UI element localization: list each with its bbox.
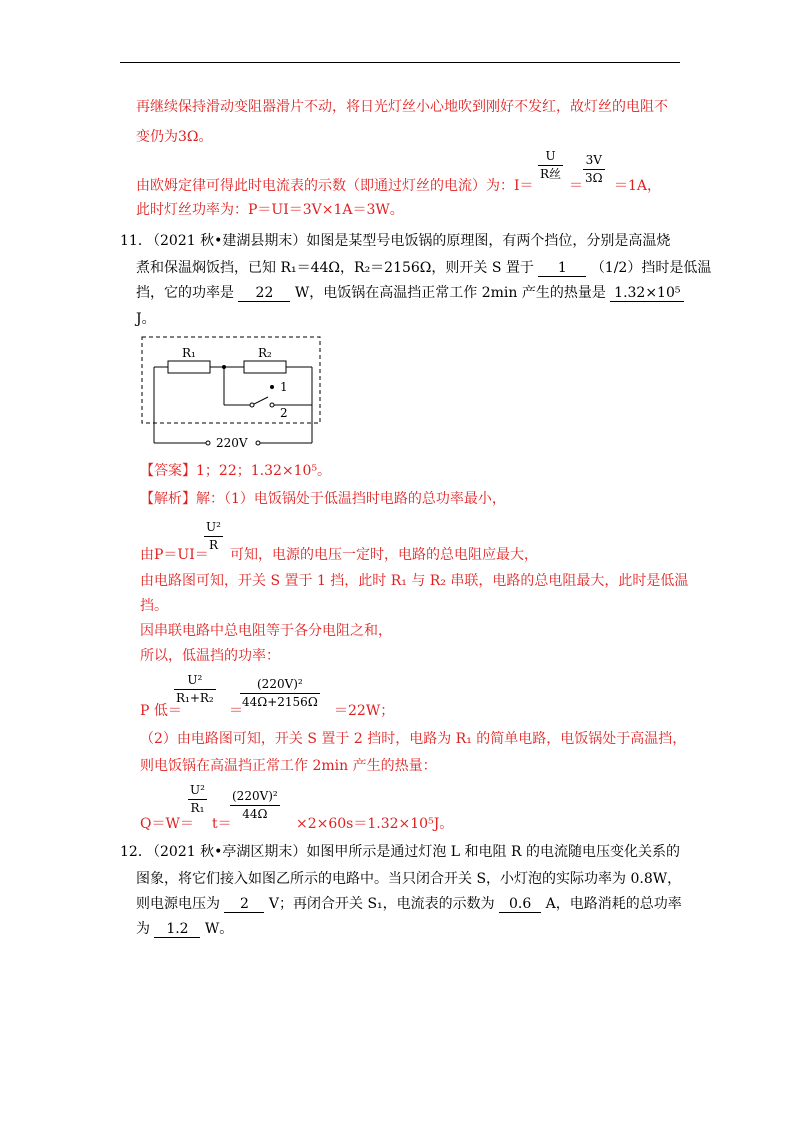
fraction-220v2-over-44 [230,788,280,823]
fraction-denominator: R₁ [190,801,205,815]
q11-line2-tail: （1/2）挡时是低温 [590,260,712,276]
fraction-denominator: R₁+R₂ [176,691,214,705]
analysis-line7a: P 低＝ [140,703,182,719]
q12-line4-tail: W。 [204,921,234,937]
fraction-u2-over-r1r2 [174,672,216,707]
p1-line2: 变仍为3Ω。 [136,129,213,145]
fraction-numerator: U² [174,672,216,690]
fraction-numerator: U [538,148,563,166]
q11-line2-text: 煮和保温焖饭挡，已知 R₁＝44Ω，R₂＝2156Ω，则开关 S 置于 [136,260,534,276]
analysis-line10a: Q＝W＝ [140,816,194,832]
fraction-u2-over-r1 [188,782,207,817]
analysis-text: 解：（1）电饭锅处于低温挡时电路的总功率最小， [196,491,506,507]
answer-blank: 1 [538,260,586,277]
analysis-line1 [140,490,506,508]
contact-2 [270,403,274,407]
terminal [206,441,210,445]
answer-blank: 1.32×10⁵ [610,285,684,302]
fraction-denominator: R丝 [540,167,562,181]
fraction-denominator: 44Ω+2156Ω [242,695,318,709]
q11-line3 [136,284,684,302]
answer-line: 【答案】1；22；1.32×10⁵。 [140,463,332,479]
contact-1 [270,385,274,389]
question-number: 11． [120,233,152,249]
q12-line4-text: 为 [136,921,150,937]
dashed-enclosure [142,337,320,423]
analysis-line10t: t＝ [212,816,232,832]
equals-sign: ＝ [229,703,243,719]
analysis-line10b: ×2×60s＝1.32×10⁵J。 [296,816,454,832]
resistor-r2 [244,361,286,373]
equals-sign: ＝ [569,178,583,194]
fraction-denominator: R [208,538,218,552]
analysis-head: 【解析】 [140,491,196,507]
analysis-line2a: 由P＝UI＝ [140,547,209,563]
analysis-line5: 因串联电路中总电阻等于各分电阻之和， [140,623,392,639]
label-voltage: 220V [216,436,248,450]
analysis-line2b: 可知，电源的电压一定时，电路的总电阻应最大， [230,547,538,563]
p1-line3a: 由欧姆定律可得此时电流表的示数（即通过灯丝的电流）为：I＝ [136,178,534,194]
analysis-line3: 由电路图可知，开关 S 置于 1 挡，此时 R₁ 与 R₂ 串联，电路的总电阻最大，此时是低温 [140,573,689,589]
answer-blank: 0.6 [499,896,541,913]
question-number: 12． [120,844,152,860]
q12-line3-text: 则电源电压为 [136,896,220,912]
q11-line2 [136,259,711,277]
q12-line3 [136,895,682,913]
header-rule [120,62,680,63]
answer-blank: 22 [238,285,290,302]
q11-line4: J。 [136,311,156,327]
switch-blade [254,397,268,404]
fraction-u-over-r [538,148,563,183]
q11-line3-mid: W，电饭锅在高温挡正常工作 2min 产生的热量是 [294,285,606,301]
q11-line1: （2021 秋•建湖县期末）如图是某型号电饭锅的原理图，有两个挡位，分别是高温烧 [146,233,671,249]
p1-line3b: ＝1A， [614,178,662,194]
label-r2: R₂ [258,346,272,360]
analysis-line8: （2）由电路图可知，开关 S 置于 2 挡时，电路为 R₁ 的简单电路，电饭锅处于高温挡， [140,731,687,747]
q12-line4 [136,920,233,938]
fraction-numerator: 3V [583,152,605,170]
q12-line2: 图象，将它们接入如图乙所示的电路中。当只闭合开关 S，小灯泡的实际功率为 0.8W， [136,871,682,887]
p1-line4: 此时灯丝功率为：P＝UI＝3V×1A＝3W。 [136,202,404,218]
terminal [256,441,260,445]
label-r1: R₁ [182,346,196,360]
p1-line1: 再继续保持滑动变阻器滑片不动，将日光灯丝小心地吹到刚好不发红，故灯丝的电阻不 [136,99,668,115]
switch-pivot [250,403,254,407]
fraction-3v-over-3ohm [583,152,605,187]
fraction-numerator: (220V)² [240,676,320,694]
circuit-diagram [140,335,324,453]
q12-line3-tail: A，电路消耗的总功率 [545,896,682,912]
analysis-line4: 挡。 [140,598,168,614]
fraction-220v2-over-sum [240,676,320,711]
answer-blank: 1.2 [154,921,200,938]
fraction-numerator: U² [204,519,223,537]
label-position-1: 1 [280,380,288,394]
fraction-u2-over-r [204,519,223,554]
fraction-numerator: U² [188,782,207,800]
q12-line1: （2021 秋•亭湖区期末）如图甲所示是通过灯泡 L 和电阻 R 的电流随电压变化关系的 [146,844,680,860]
analysis-line9: 则电饭锅在高温挡正常工作 2min 产生的热量： [140,758,437,774]
resistor-r1 [168,361,210,373]
label-position-2: 2 [280,406,288,420]
fraction-numerator: (220V)² [230,788,280,806]
q12-line3-mid: V；再闭合开关 S₁，电流表的示数为 [268,896,495,912]
answer-blank: 2 [224,896,264,913]
analysis-line6: 所以，低温挡的功率： [140,648,280,664]
q11-line3-text: 挡，它的功率是 [136,285,234,301]
analysis-line7b: ＝22W； [334,703,395,719]
fraction-denominator: 3Ω [585,171,603,185]
fraction-denominator: 44Ω [242,807,268,821]
